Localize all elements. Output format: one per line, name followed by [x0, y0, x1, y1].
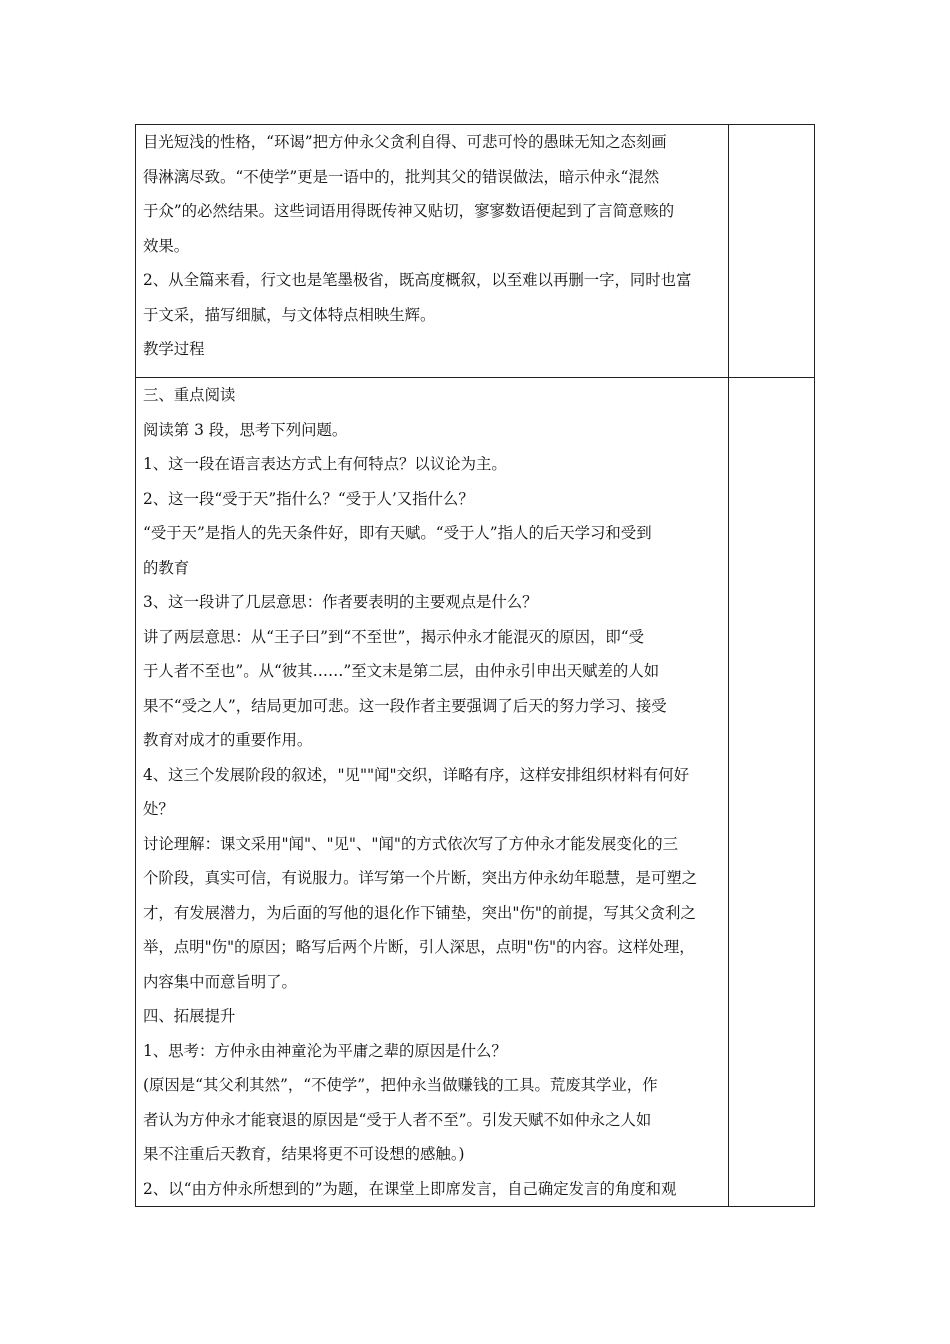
section-heading: 四、拓展提升	[143, 1007, 236, 1025]
text-line: 内容集中而意旨明了。	[143, 972, 297, 991]
notes-cell	[728, 125, 814, 378]
text-line: 得淋漓尽致。“不使学”更是一语中的，批判其父的错误做法，暗示仲永“混然	[143, 167, 660, 186]
text-line: 个阶段，真实可信，有说服力。详写第一个片断，突出方仲永幼年聪慧，是可塑之	[143, 869, 698, 887]
section-heading: 教学过程	[143, 340, 205, 358]
table-row	[136, 125, 815, 378]
text-line: 举，点明"伤"的原因；略写后两个片断，引人深思，点明"伤"的内容。这样处理，	[143, 938, 695, 956]
content-cell	[136, 378, 729, 1207]
text-line: 于文采，描写细腻，与文体特点相映生辉。	[143, 305, 436, 324]
content-cell	[136, 125, 729, 378]
text-line: 教育对成才的重要作用。	[143, 731, 313, 749]
text-line: 2、这一段“受于天”指什么？“受于人’又指什么？	[143, 489, 474, 508]
text-line: 才，有发展潜力，为后面的写他的退化作下铺垫，突出"伤"的前提，写其父贪利之	[143, 903, 696, 922]
text-line: 的教育	[143, 558, 190, 577]
section-text	[136, 125, 728, 367]
text-line: “受于天”是指人的先天条件好，即有天赋。“受于人”指人的后天学习和受到	[143, 524, 652, 542]
text-line: 于人者不至也”。从“彼其……”至文末是第二层，由仲永引申出天赋差的人如	[143, 662, 660, 680]
text-line: 效果。	[143, 236, 190, 255]
text-line: (原因是“其父利其然”，“不使学”，把仲永当做赚钱的工具。荒废其学业，作	[143, 1076, 658, 1094]
text-line: 2、从全篇来看，行文也是笔墨极省，既高度概叙，以至难以再删一字，同时也富	[143, 271, 692, 289]
text-line: 2、以“由方仲永所想到的”为题，在课堂上即席发言，自己确定发言的角度和观	[143, 1179, 677, 1198]
lesson-plan-table	[135, 124, 815, 1207]
text-line: 3、这一段讲了几层意思：作者要表明的主要观点是什么？	[143, 593, 538, 611]
section-heading: 三、重点阅读	[143, 386, 236, 404]
text-line: 果不“受之人”，结局更加可悲。这一段作者主要强调了后天的努力学习、接受	[143, 696, 667, 715]
text-line: 果不注重后天教育，结果将更不可设想的感触。)	[143, 1145, 465, 1163]
text-line: 4、这三个发展阶段的叙述，"见""闻"交织，详略有序，这样安排组织材料有何好	[143, 765, 689, 784]
text-line: 1、思考：方仲永由神童沦为平庸之辈的原因是什么？	[143, 1041, 507, 1060]
notes-cell	[728, 378, 814, 1207]
table-row	[136, 378, 815, 1207]
text-line: 阅读第 3 段，思考下列问题。	[143, 420, 348, 439]
text-line: 讨论理解：课文采用"闻"、"见"、"闻"的方式依次写了方仲永才能发展变化的三	[143, 834, 678, 853]
text-line: 讲了两层意思：从“王子曰”到“不至世”，揭示仲永才能混灭的原因，即“受	[143, 627, 645, 646]
text-line: 处？	[143, 800, 174, 818]
text-line: 者认为方仲永才能衰退的原因是“受于人者不至”。引发天赋不如仲永之人如	[143, 1110, 652, 1129]
text-line: 1、这一段在语言表达方式上有何特点？以议论为主。	[143, 455, 507, 473]
text-line: 目光短浅的性格，“环谒”把方仲永父贪利自得、可悲可怜的愚昧无知之态刻画	[143, 133, 667, 151]
section-text	[136, 378, 728, 1206]
text-line: 于众”的必然结果。这些词语用得既传神又贴切，寥寥数语便起到了言简意赅的	[143, 202, 675, 220]
